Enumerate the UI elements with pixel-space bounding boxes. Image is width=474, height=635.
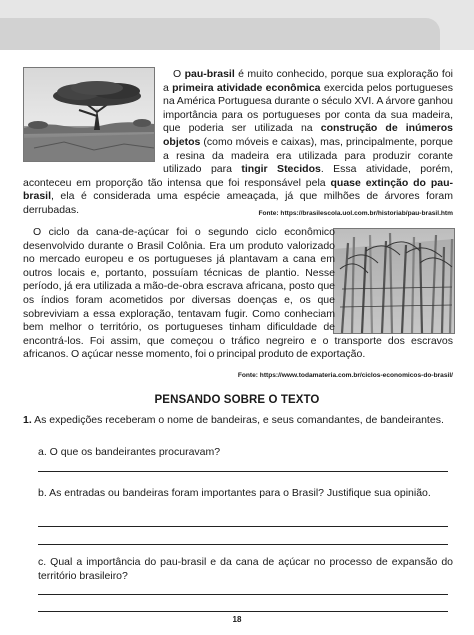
p1w-bold-4: tingir Stecidos [241,163,321,176]
paragraph-pau-brasil-wrapped [23,68,453,218]
page-number: 18 [232,615,242,624]
photo-spacer-2 [335,226,453,334]
question-1a: a. O que os bandeirantes procuravam? [38,446,221,458]
page-header-tab [0,18,440,50]
p1w-text-2: é muito conhecido, porque sua exploração foi a [163,68,453,94]
p1w-text-1: O [173,68,185,80]
section-title: PENSANDO SOBRE O TEXTO [154,394,320,406]
question-1-intro [23,414,453,428]
answer-line-b-2[interactable] [38,544,448,545]
p1w-bold-1: pau-brasil [184,68,235,80]
photo-spacer-1 [23,68,163,176]
p1w-text-5: . Essa atividade, porém, aconteceu em proporção tão intensa que foi responsável pela [23,163,453,189]
question-1c: c. Qual a importância do pau-brasil e da cana de açúcar no processo de expansão do território brasileiro? [38,556,453,582]
question-1-number: 1. [23,414,32,426]
source-cana: Fonte: https://www.todamateria.com.br/ciclos-economicos-do-brasil/ [237,372,453,379]
question-1b: b. As entradas ou bandeiras foram importantes para o Brasil? Justifique sua opinião. [38,487,431,499]
answer-line-c-1[interactable] [38,594,448,595]
p1w-text-4: (como móveis e caixas), mas, principalmente, porque a resina da madeira era utilizada para produzir corante utilizado para [163,135,453,176]
answer-line-c-2[interactable] [38,611,448,612]
p1w-bold-2: primeira atividade econômica [172,81,321,94]
source-pau-brasil: Fonte: https://brasilescola.uol.com.br/historiab/pau-brasil.htm [258,210,453,217]
question-1-text: As expedições receberam o nome de bandeiras, e seus comandantes, de bandeirantes. [31,414,444,426]
p1w-text-6: , ela é considerada uma espécie ameaçada, já que milhões de árvores foram derrubadas. [23,190,453,216]
p2-text: O ciclo da cana-de-açúcar foi o segundo ciclo econômico desenvolvido durante o Brasil Colônia. Era um produto valorizado no mercado europeu e os portugueses já plantavam a cana em outros locais e, portanto, possuíam técnicas de plantio. Nesse período, já era utilizada a mão-de-obra escrava africana, posto que os índios foram acometidos por diversas doenças e, os que sobreviviam a essa exploração, tentavam fugir. Como conheciam bem melhor o território, os portugueses tinham dificuldade de encontrá-los. Foi assim, que começou o tráfico negreiro e o transporte dos escravos africanos. O açúcar nesse momento, foi o principal produto de exportação. [23,226,453,361]
page-header-band [0,0,474,50]
p1w-bold-5: quase extinção do pau-brasil [23,176,453,203]
p1w-text-3: exercida pelos portugueses na América Portuguesa durante o século XVI. A árvore ganhou importância para os portugueses por conta da sua madeira, que poderia ser utilizada na [163,81,453,135]
paragraph-cana-de-acucar [23,226,453,362]
answer-line-b-1[interactable] [38,526,448,527]
answer-line-a-1[interactable] [38,471,448,472]
p1w-bold-3: construção de inúmeros objetos [163,122,454,148]
